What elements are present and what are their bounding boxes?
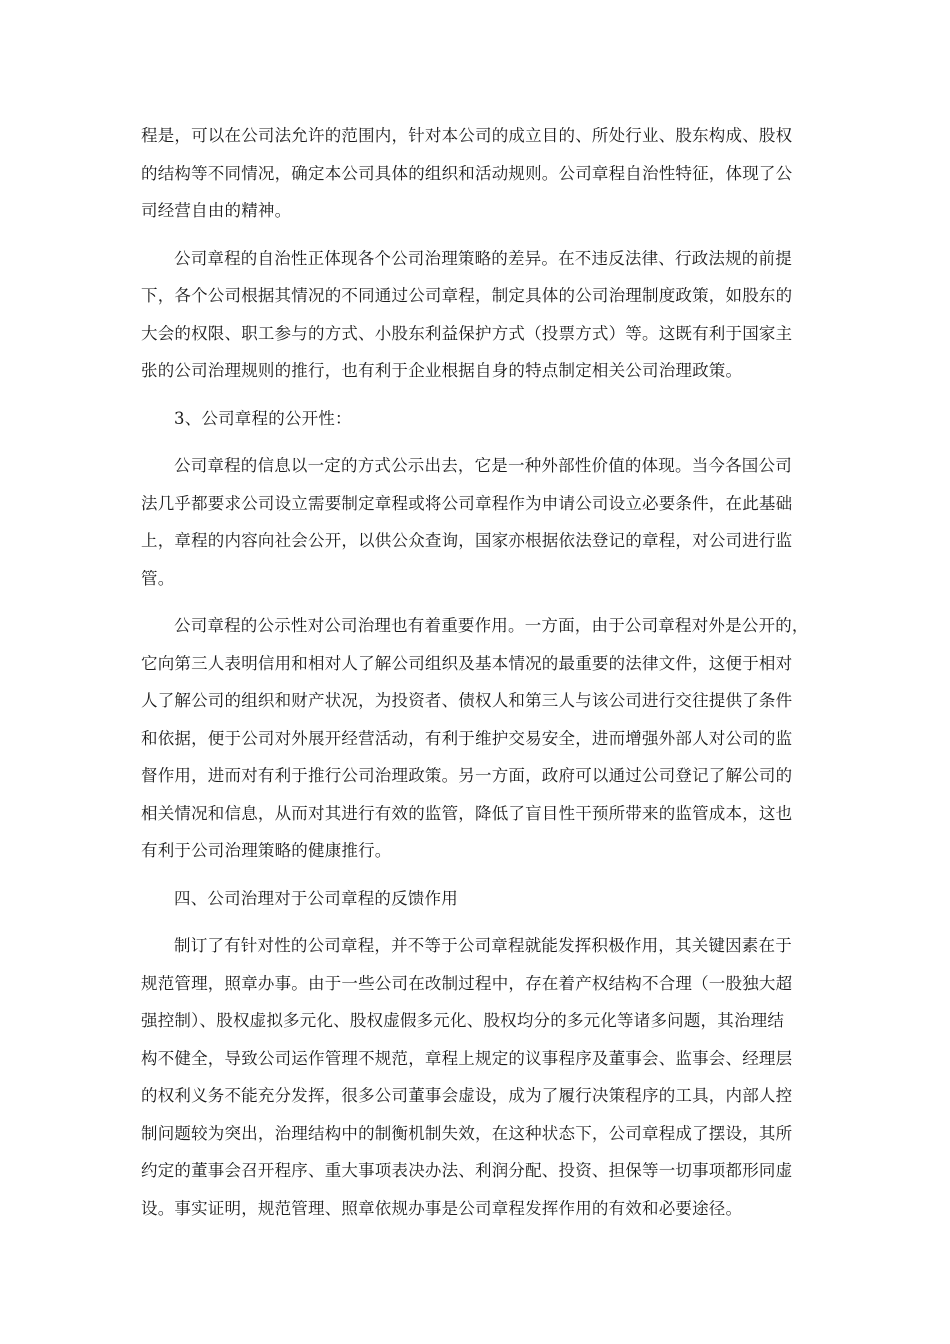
text-line: 公司章程的自治性正体现各个公司治理策略的差异。在不违反法律、行政法规的前提 bbox=[174, 248, 792, 268]
text-line: 督作用，进而对有利于推行公司治理政策。另一方面，政府可以通过公司登记了解公司的 bbox=[141, 766, 793, 785]
text-line: 构不健全，导致公司运作管理不规范，章程上规定的议事程序及董事会、监事会、经理层 bbox=[141, 1048, 793, 1068]
section-heading-4 bbox=[141, 880, 808, 918]
paragraph-1 bbox=[141, 117, 808, 230]
paragraph-7 bbox=[141, 927, 808, 1227]
paragraph-4 bbox=[141, 447, 808, 597]
text-line: 法几乎都要求公司设立需要制定章程或将公司章程作为申请公司设立必要条件，在此基础 bbox=[141, 493, 793, 513]
text-line: 和依据，便于公司对外展开经营活动，有利于维护交易安全，进而增强外部人对公司的监 bbox=[141, 728, 793, 748]
text-line: 程是，可以在公司法允许的范围内，针对本公司的成立目的、所处行业、股东构成、股权 bbox=[141, 126, 793, 145]
text-line: 有利于公司治理策略的健康推行。 bbox=[141, 841, 392, 860]
text-line: 张的公司治理规则的推行，也有利于企业根据自身的特点制定相关公司治理政策。 bbox=[141, 361, 743, 380]
text-line: 它向第三人表明信用和相对人了解公司组织及基本情况的最重要的法律文件，这便于相对 bbox=[141, 653, 793, 673]
text-line: 管。 bbox=[141, 568, 175, 588]
text-line: 制问题较为突出，治理结构中的制衡机制失效，在这种状态下，公司章程成了摆设，其所 bbox=[141, 1123, 793, 1143]
text-line: 强控制）、股权虚拟多元化、股权虚假多元化、股权均分的多元化等诸多问题，其治理结 bbox=[141, 1011, 785, 1030]
section-heading-3 bbox=[141, 400, 808, 438]
text-line: 公司章程的信息以一定的方式公示出去，它是一种外部性价值的体现。当今各国公司 bbox=[174, 456, 792, 475]
document-page bbox=[141, 117, 808, 1237]
text-line: 约定的董事会召开程序、重大事项表决办法、利润分配、投资、担保等一切事项都形同虚 bbox=[141, 1161, 793, 1180]
paragraph-2 bbox=[141, 240, 808, 390]
paragraph-5 bbox=[141, 607, 808, 870]
text-line: 大会的权限、职工参与的方式、小股东利益保护方式（投票方式）等。这既有利于国家主 bbox=[141, 323, 793, 343]
text-line: 公司章程的公示性对公司治理也有着重要作用。一方面，由于公司章程对外是公开的， bbox=[174, 616, 809, 635]
heading-text: 四、公司治理对于公司章程的反馈作用 bbox=[174, 888, 458, 908]
text-line: 制订了有针对性的公司章程，并不等于公司章程就能发挥积极作用，其关键因素在于 bbox=[174, 936, 792, 955]
text-line: 人了解公司的组织和财产状况，为投资者、债权人和第三人与该公司进行交往提供了条件 bbox=[141, 691, 793, 710]
text-line: 司经营自由的精神。 bbox=[141, 201, 292, 220]
text-line: 下，各个公司根据其情况的不同通过公司章程，制定具体的公司治理制度政策，如股东的 bbox=[141, 286, 793, 305]
text-line: 上，章程的内容向社会公开，以供公众查询，国家亦根据依法登记的章程，对公司进行监 bbox=[141, 531, 793, 550]
text-line: 的结构等不同情况，确定本公司具体的组织和活动规则。公司章程自治性特征，体现了公 bbox=[141, 163, 793, 183]
text-line: 规范管理，照章办事。由于一些公司在改制过程中，存在着产权结构不合理（一股独大超 bbox=[141, 973, 793, 993]
text-line: 的权利义务不能充分发挥，很多公司董事会虚设，成为了履行决策程序的工具，内部人控 bbox=[141, 1086, 793, 1105]
text-line: 相关情况和信息，从而对其进行有效的监管，降低了盲目性干预所带来的监管成本，这也 bbox=[141, 803, 793, 823]
heading-text: 3、公司章程的公开性： bbox=[174, 408, 352, 428]
text-line: 设。事实证明，规范管理、照章依规办事是公司章程发挥作用的有效和必要途径。 bbox=[141, 1198, 743, 1218]
